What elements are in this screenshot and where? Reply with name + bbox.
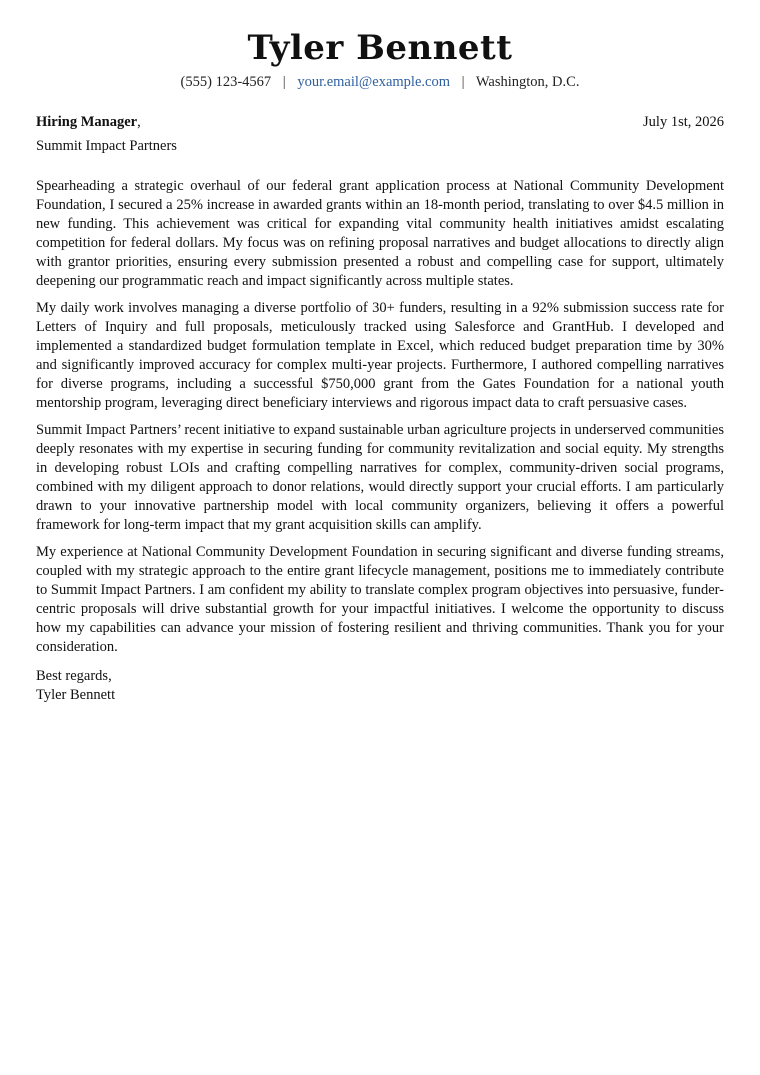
contact-separator: | <box>461 74 465 90</box>
body-paragraph: Summit Impact Partners’ recent initiative to expand sustainable urban agriculture projects in underserved communities deeply resonates with my expertise in securing funding for community revitalization and social equity. My strengths in developing robust LOIs and crafting compelling narratives for complex, community-driven social programs, combined with my diligent approach to donor relations, would directly support your crucial efforts. I am particularly drawn to your innovative partnership model with local community organizers, believing it offers a powerful framework for long-term impact that my grant acquisition skills can amplify. <box>36 422 724 533</box>
recipient-row <box>36 114 724 131</box>
body-paragraph: My daily work involves managing a diverse portfolio of 30+ funders, resulting in a 92% submission success rate for Letters of Inquiry and full proposals, meticulously tracked using Salesforce and GrantHub. I developed and implemented a standardized budget formulation template in Excel, which reduced budget preparation time by 30% and significantly improved accuracy for complex multi-year projects. Furthermore, I authored compelling narratives for diverse programs, including a successful $750,000 grant from the Gates Foundation for a national youth mentorship program, leveraging direct beneficiary interviews and rigorous impact data to craft persuasive cases. <box>36 300 724 411</box>
location: Washington, D.C. <box>475 74 580 90</box>
signature: Tyler Bennett <box>36 687 116 703</box>
recipient-name: Hiring Manager <box>36 114 138 130</box>
body-paragraph: My experience at National Community Development Foundation in securing significant and diverse funding streams, coupled with my strategic approach to the entire grant lifecycle management, positions me to immediately contribute to Summit Impact Partners. I am confident my ability to translate complex program objectives into persuasive, funder-centric proposals will drive substantial growth for your impactful initiatives. I welcome the opportunity to discuss how my capabilities can advance your mission of fostering resilient and thriving communities. Thank you for your consideration. <box>36 544 724 655</box>
recipient-greeting <box>36 114 141 131</box>
closing-block <box>36 667 724 705</box>
phone-number: (555) 123-4567 <box>180 74 272 90</box>
letter-date: July 1st, 2026 <box>643 114 724 130</box>
contact-line <box>36 74 724 91</box>
contact-separator: | <box>282 74 286 90</box>
email-link[interactable]: your.email@example.com <box>297 74 450 90</box>
recipient-company: Summit Impact Partners <box>36 138 177 154</box>
letter-body <box>36 177 724 657</box>
closing-salutation: Best regards, <box>36 668 112 684</box>
body-paragraph: Spearheading a strategic overhaul of our federal grant application process at National Community Development Foundation, I secured a 25% increase in awarded grants within an 18-month period, translating to over $4.5 million in new funding. This achievement was critical for expanding vital community health initiatives amidst escalating competition for federal dollars. My focus was on refining proposal narratives and budget allocations to directly align with grantor priorities, ensuring every submission presented a robust and compelling case for support, ultimately deepening our programmatic reach and impact significantly across multiple states. <box>36 178 724 289</box>
recipient-name-suffix: , <box>137 114 141 130</box>
applicant-name: Tyler Bennett <box>247 28 513 68</box>
